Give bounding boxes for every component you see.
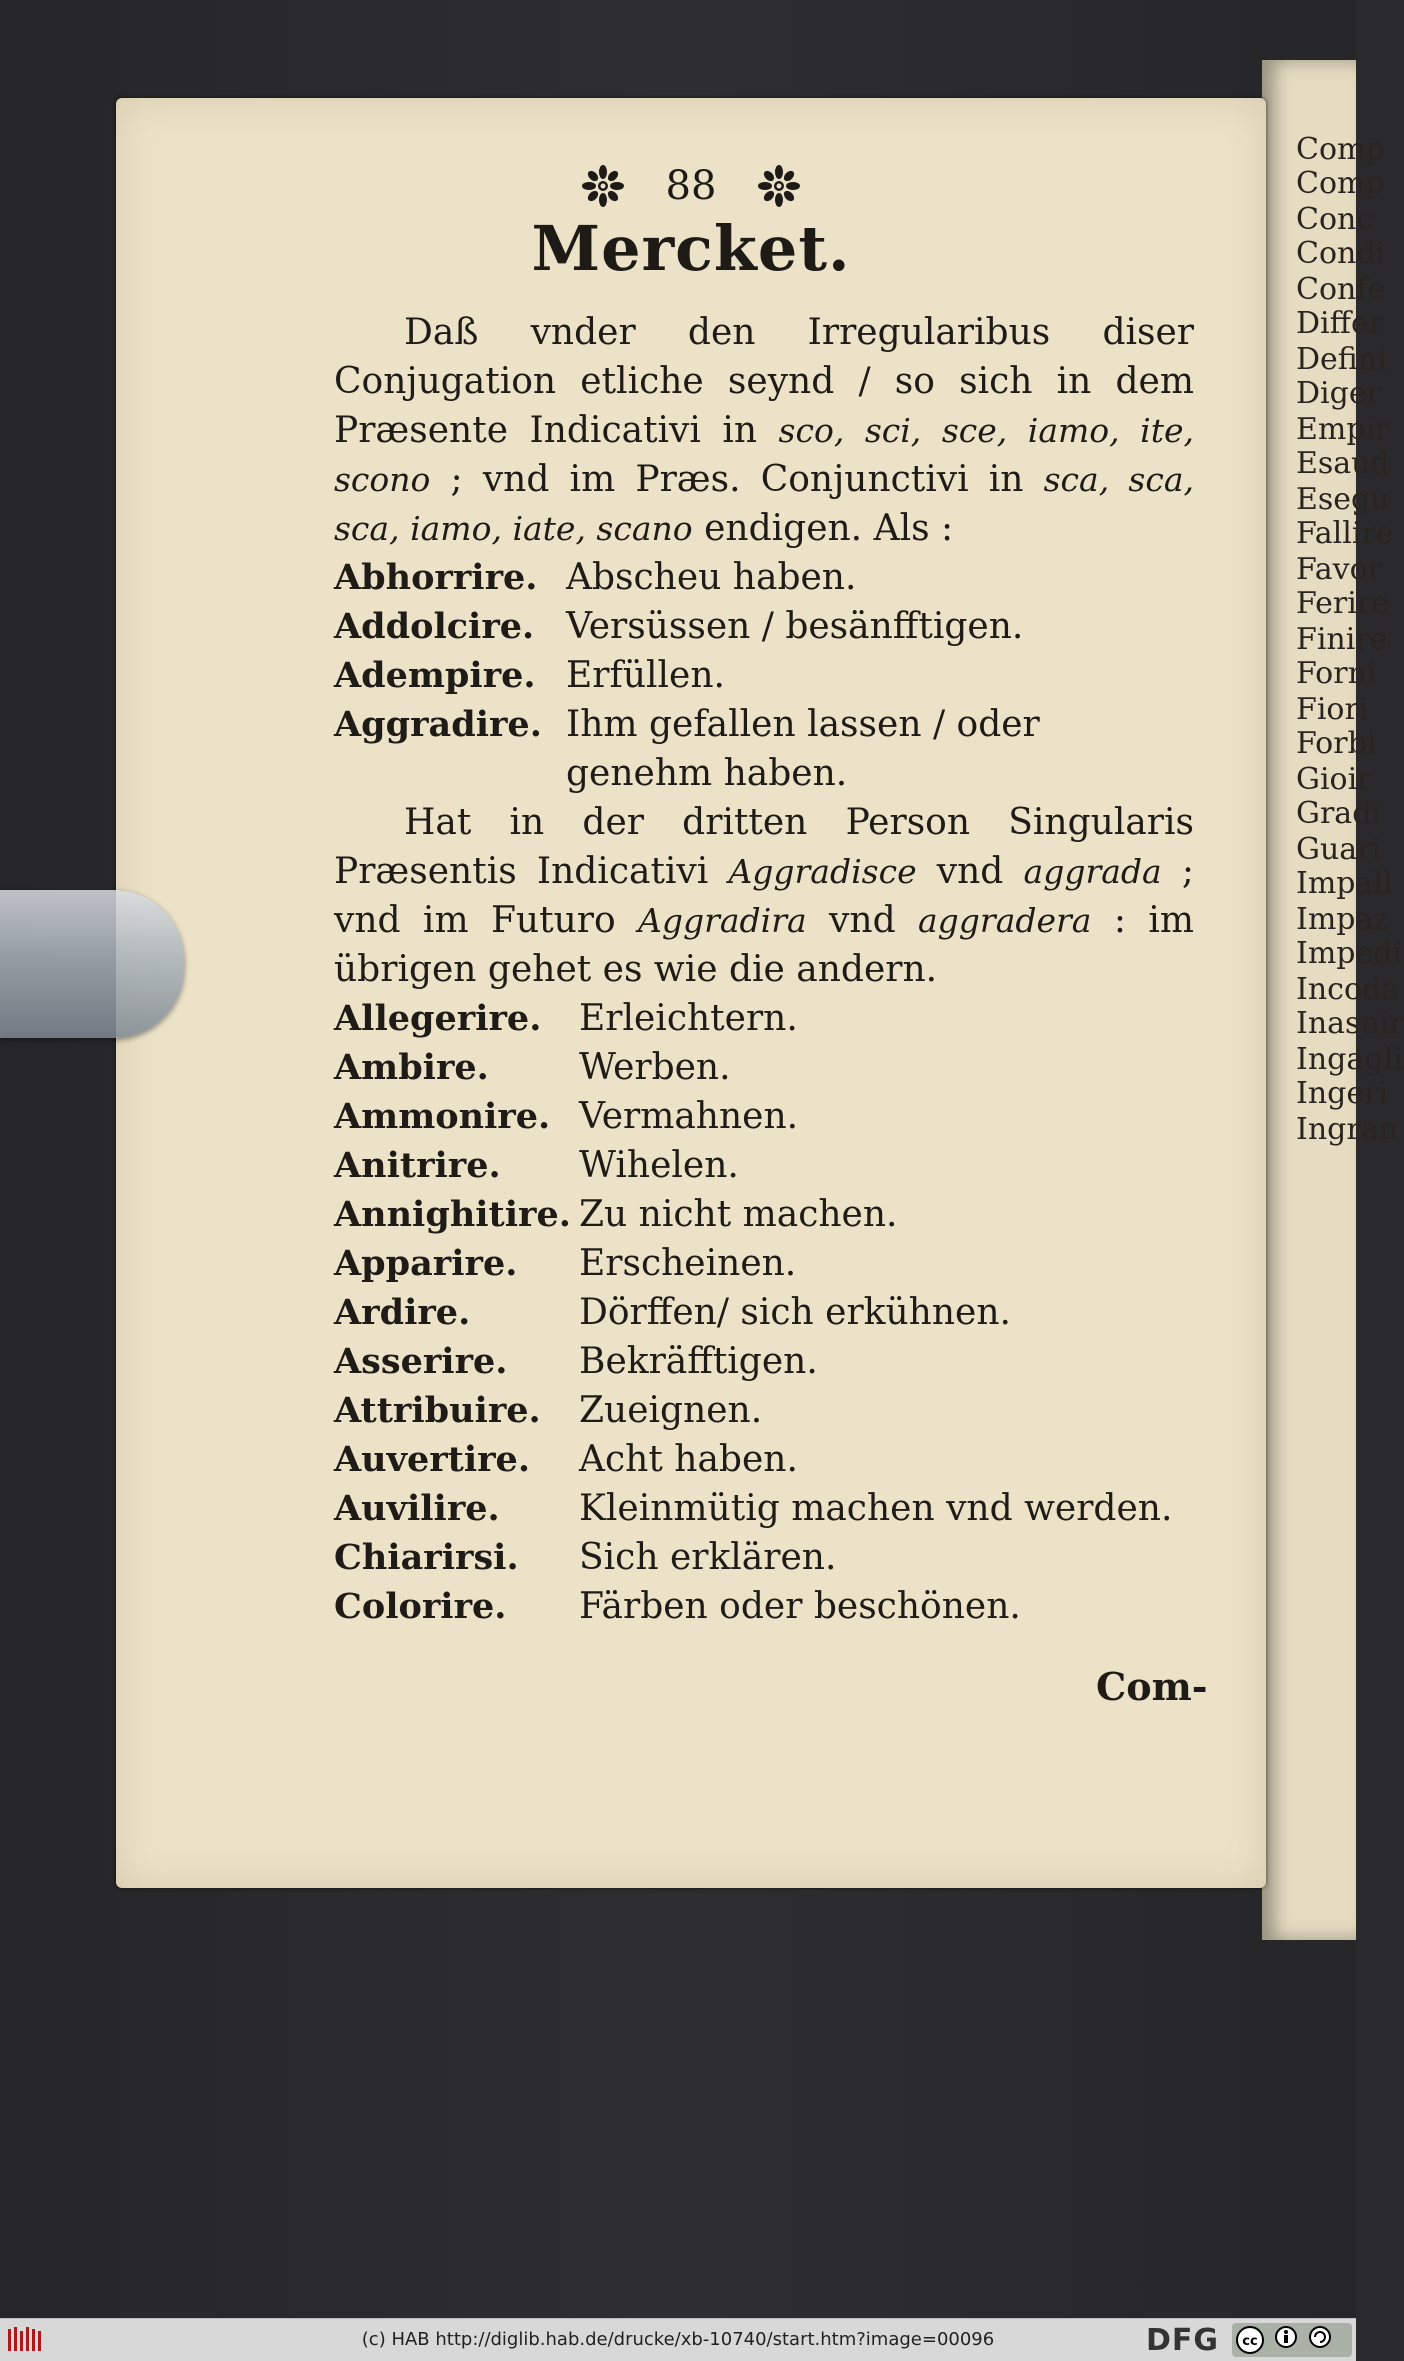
edge-word: Gradi [1296, 796, 1381, 831]
vocab-italian: Ambire. [334, 1047, 489, 1088]
edge-word: Ingran [1296, 1112, 1398, 1147]
vocab-german: Zueignen. [579, 1390, 763, 1431]
ornament-flower-icon [581, 164, 625, 208]
edge-word: Fiori [1296, 692, 1369, 727]
text-run-italic: sco, sci, sce, iamo, ite, scono [334, 411, 1194, 499]
edge-word: Gioir [1296, 762, 1372, 797]
text-run-italic: Aggradira [638, 901, 807, 940]
edge-word: Impaz [1296, 902, 1390, 937]
vocab-entry [334, 1386, 1194, 1435]
edge-word: Incoda [1296, 972, 1400, 1007]
edge-word: Favor [1296, 552, 1383, 587]
edge-word: Impall [1296, 866, 1393, 901]
vocab-german: Erleichtern. [579, 998, 798, 1039]
vocab-german: Färben oder beschönen. [579, 1586, 1021, 1627]
edge-word: Inasnir [1296, 1006, 1404, 1041]
vocab-italian: Annighitire. [334, 1194, 571, 1235]
edge-word: Finire [1296, 622, 1388, 657]
vocab-italian: Apparire. [334, 1243, 518, 1284]
vocab-german: Versüssen / besänfftigen. [566, 606, 1024, 647]
edge-word: Impedi [1296, 936, 1403, 971]
vocab-italian: Ammonire. [334, 1096, 551, 1137]
text-run: ; vnd im Futuro [334, 851, 1194, 941]
vocab-german: Werben. [579, 1047, 731, 1088]
copyright-credit: (c) HAB http://diglib.hab.de/drucke/xb-10740/start.htm?image=00096 [361, 2329, 995, 2350]
vocab-entry [334, 1239, 1194, 1288]
vocab-italian: Colorire. [334, 1586, 507, 1627]
edge-word: Confe [1296, 272, 1386, 307]
vocab-italian: Aggradire. [334, 704, 542, 745]
vocab-german: Bekräfftigen. [579, 1341, 818, 1382]
section-heading: Mercket. [531, 212, 851, 285]
vocab-entry [334, 1533, 1194, 1582]
edge-word: Ingeri [1296, 1076, 1389, 1111]
text-run: : im übrigen gehet es wie die andern. [334, 900, 1194, 990]
edge-word: Forni [1296, 656, 1377, 691]
vocab-german: Erfüllen. [566, 655, 725, 696]
vocab-entry [334, 1484, 1194, 1533]
vocab-italian: Ardire. [334, 1292, 471, 1333]
vocab-italian: Chiarirsi. [334, 1537, 519, 1578]
vocab-entry [334, 1190, 1194, 1239]
text-run-italic: aggrada [1023, 852, 1162, 891]
edge-word: Comp [1296, 132, 1385, 167]
edge-word: Differ [1296, 306, 1384, 341]
vocab-italian: Allegerire. [334, 998, 542, 1039]
dfg-logo: DFG [1146, 2323, 1220, 2358]
text-run-italic: sca, sca, sca, iamo, iate, scano [334, 460, 1194, 548]
edge-word: Comp [1296, 166, 1385, 201]
edge-word: Esaud [1296, 446, 1390, 481]
vocab-italian: Anitrire. [334, 1145, 501, 1186]
edge-word: Guari [1296, 832, 1382, 867]
page-clip [0, 890, 184, 1038]
text-run-italic: aggradera [918, 901, 1092, 940]
edge-word: Conc [1296, 202, 1374, 237]
svg-text:cc: cc [1242, 2334, 1258, 2349]
viewer-footer [0, 2318, 1356, 2361]
vocab-entry [334, 1337, 1194, 1386]
vocab-italian: Attribuire. [334, 1390, 541, 1431]
page-header [116, 160, 1266, 210]
page-number: 88 [665, 163, 717, 209]
vocab-entry [334, 1141, 1194, 1190]
text-run: endigen. Als : [692, 508, 954, 549]
vocab-entry [334, 1043, 1194, 1092]
vocab-german: Dörffen/ sich erkühnen. [579, 1292, 1011, 1333]
text-run: vnd [916, 851, 1024, 892]
vocab-german: Zu nicht machen. [579, 1194, 898, 1235]
vocab-entry [334, 602, 1194, 651]
ornament-flower-icon [757, 164, 801, 208]
vocab-german: Sich erklären. [579, 1537, 837, 1578]
text-run: Hat in der dritten Person Singularis Præsentis Indicativi [334, 802, 1194, 892]
vocab-entry [334, 1582, 1194, 1631]
vocab-german: Abscheu haben. [566, 557, 857, 598]
rule-paragraph [334, 798, 1194, 994]
catchword: Com- [1096, 1664, 1208, 1709]
vocab-german: Kleinmütig machen vnd werden. [579, 1488, 1173, 1529]
vocab-german: Acht haben. [579, 1439, 798, 1480]
vocab-entry [334, 700, 1194, 798]
text-run-italic: Aggradisce [728, 852, 917, 891]
vocab-german: Vermahnen. [579, 1096, 799, 1137]
vocab-german: Ihm gefallen lassen / oder genehm haben. [566, 704, 1040, 794]
edge-word: Ferire [1296, 586, 1389, 621]
vocab-italian: Abhorrire. [334, 557, 538, 598]
vocab-entry [334, 553, 1194, 602]
edge-word: Diger [1296, 376, 1381, 411]
edge-word: Empir [1296, 412, 1390, 447]
vocab-italian: Adempire. [334, 655, 536, 696]
intro-paragraph [334, 308, 1194, 553]
edge-word: Fallire [1296, 516, 1394, 551]
edge-word: Ingagli [1296, 1042, 1403, 1077]
page-body [334, 308, 1194, 1631]
text-run: vnd [806, 900, 918, 941]
vocab-german: Erscheinen. [579, 1243, 797, 1284]
cc-license-icon [1232, 2323, 1352, 2357]
vocab-entry [334, 1435, 1194, 1484]
vocab-italian: Auvertire. [334, 1439, 531, 1480]
edge-word: Forbi [1296, 726, 1377, 761]
vocab-entry [334, 994, 1194, 1043]
edge-word: Condi [1296, 236, 1386, 271]
vocab-entry [334, 1092, 1194, 1141]
vocab-italian: Addolcire. [334, 606, 535, 647]
vocab-german: Wihelen. [579, 1145, 739, 1186]
text-run: ; vnd im Præs. Conjunctivi in [430, 459, 1044, 500]
edge-word: Defini [1296, 342, 1387, 377]
facing-page-edge [1262, 60, 1404, 1940]
vocab-entry [334, 651, 1194, 700]
vocab-italian: Asserire. [334, 1341, 508, 1382]
vocab-italian: Auvilire. [334, 1488, 500, 1529]
vocab-entry [334, 1288, 1194, 1337]
edge-word: Esegu [1296, 482, 1390, 517]
text-run: Daß vnder den Irregularibus diser Conjugation etliche seynd / so sich in dem Præsente Indicativi in [334, 312, 1194, 451]
